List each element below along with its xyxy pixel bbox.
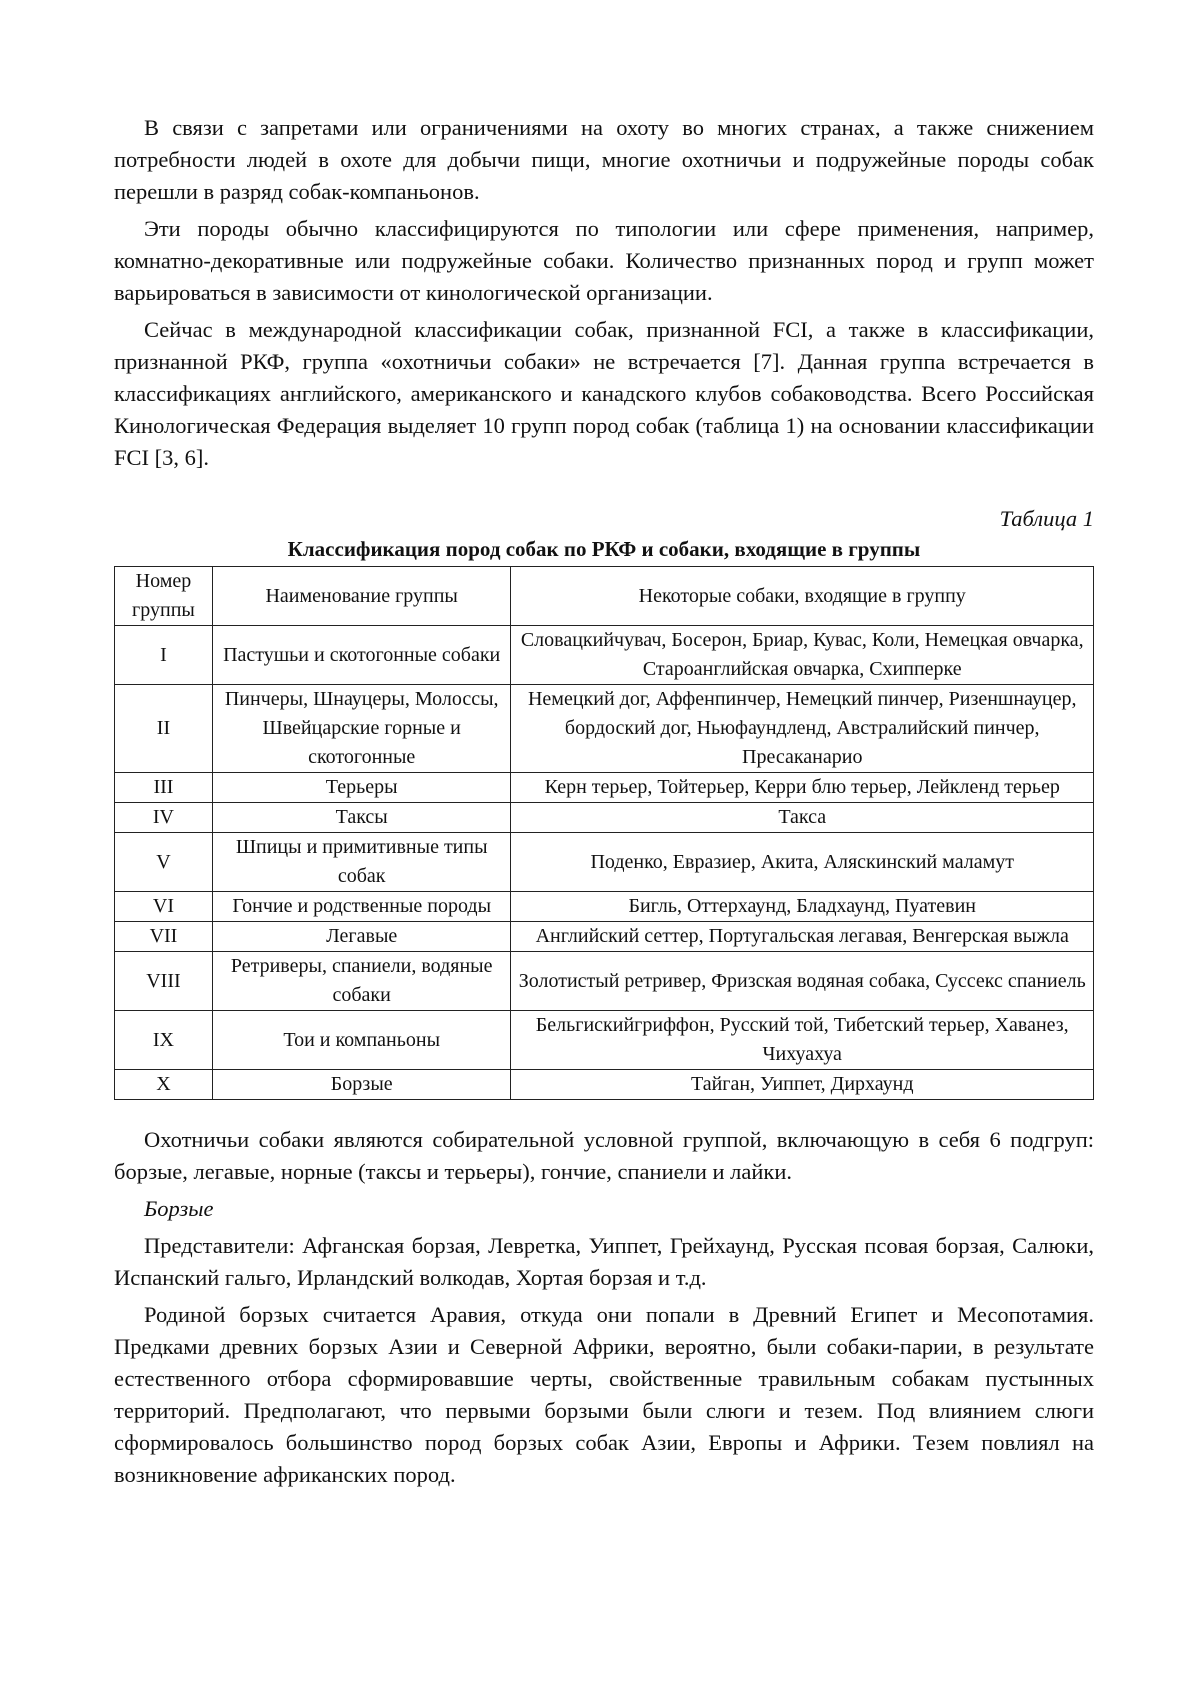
group-number-cell: III [115,773,213,803]
group-dogs-cell: Золотистый ретривер, Фризская водяная собака, Суссекс спаниель [511,952,1094,1011]
group-number-cell: X [115,1070,213,1100]
group-name-cell: Пинчеры, Шнауцеры, Молоссы, Швейцарские горные и скотогонные [212,685,511,773]
group-dogs-cell: Бельгискийгриффон, Русский той, Тибетский терьер, Хаванез, Чихуахуа [511,1011,1094,1070]
paragraph-restrictions: В связи с запретами или ограничениями на охоту во многих странах, а также снижением потребности людей в охоте для добычи пищи, многие охотничьи и подружейные породы собак перешли в разряд собак-компаньонов. [114,115,1094,204]
table-header-row [115,567,1094,626]
paragraph-fci-classification: Сейчас в международной классификации собак, признанной FCI, а также в классификации, признанной РКФ, группа «охотничьи собаки» не встречается [7]. Данная группа встречается в классификациях английского, американского и канадского клубов собаководства. Всего Российская Кинологическая Федерация выделяет 10 групп пород собак (таблица 1) на основании классификации FCI [3, 6]. [114,317,1094,470]
group-dogs-cell: Такса [511,803,1094,833]
document-page [114,112,1094,1496]
after-table-section [114,1124,1094,1491]
header-group-name: Наименование группы [212,567,511,626]
paragraph-typology: Эти породы обычно классифицируются по типологии или сфере применения, например, комнатно-декоративные или подружейные собаки. Количество признанных пород и групп может варьироваться в зависимости от кинологической организации. [114,216,1094,305]
table-row [115,1070,1094,1100]
subheading-borzoi: Борзые [144,1196,214,1221]
group-dogs-cell: Английский сеттер, Португальская легавая, Венгерская выжла [511,922,1094,952]
group-dogs-cell: Поденко, Евразиер, Акита, Аляскинский маламут [511,833,1094,892]
table-row [115,626,1094,685]
group-number-cell: VIII [115,952,213,1011]
group-dogs-cell: Бигль, Оттерхаунд, Бладхаунд, Пуатевин [511,892,1094,922]
table-row [115,952,1094,1011]
group-dogs-cell: Словацкийчувач, Босерон, Бриар, Кувас, Коли, Немецкая овчарка, Староанглийская овчарка, Схипперке [511,626,1094,685]
group-number-cell: II [115,685,213,773]
header-group-dogs: Некоторые собаки, входящие в группу [511,567,1094,626]
group-name-cell: Гончие и родственные породы [212,892,511,922]
table-row [115,773,1094,803]
group-dogs-cell: Тайган, Уиппет, Дирхаунд [511,1070,1094,1100]
group-number-cell: V [115,833,213,892]
table-title: Классификация пород собак по РКФ и собаки, входящие в группы [287,537,921,561]
table-row [115,833,1094,892]
table-row [115,803,1094,833]
group-name-cell: Таксы [212,803,511,833]
group-number-cell: IV [115,803,213,833]
group-name-cell: Ретриверы, спаниели, водяные собаки [212,952,511,1011]
group-name-cell: Терьеры [212,773,511,803]
group-number-cell: VII [115,922,213,952]
table-row [115,685,1094,773]
table-row [115,892,1094,922]
group-dogs-cell: Немецкий дог, Аффенпинчер, Немецкий пинчер, Ризеншнауцер, бордоский дог, Ньюфаундленд, Австралийский пинчер, Пресаканарио [511,685,1094,773]
paragraph-borzoi-history: Родиной борзых считается Аравия, откуда они попали в Древний Египет и Месопотамия. Предками древних борзых Азии и Северной Африки, вероятно, были собаки-парии, в результате естественного отбора сформировавшие черты, свойственные травильным собакам пустынных территорий. Предполагают, что первыми борзыми были слюги и тезем. Под влиянием слюги сформировалось большинство пород борзых собак Азии, Европы и Африки. Тезем повлиял на возникновение африканских пород. [114,1302,1094,1487]
group-number-cell: IX [115,1011,213,1070]
table-row [115,1011,1094,1070]
header-group-number: Номер группы [115,567,213,626]
table-row [115,922,1094,952]
breed-groups-table [114,566,1094,1100]
paragraph-representatives: Представители: Афганская борзая, Левретка, Уиппет, Грейхаунд, Русская псовая борзая, Салюки, Испанский гальго, Ирландский волкодав, Хортая борзая и т.д. [114,1233,1094,1290]
group-name-cell: Легавые [212,922,511,952]
group-number-cell: I [115,626,213,685]
group-name-cell: Шпицы и примитивные типы собак [212,833,511,892]
group-dogs-cell: Керн терьер, Тойтерьер, Керри блю терьер, Лейкленд терьер [511,773,1094,803]
group-number-cell: VI [115,892,213,922]
paragraph-hunting-dogs: Охотничьи собаки являются собирательной условной группой, включающую в себя 6 подгруп: борзые, легавые, норные (таксы и терьеры), гончие, спаниели и лайки. [114,1127,1094,1184]
group-name-cell: Пастушьи и скотогонные собаки [212,626,511,685]
group-name-cell: Борзые [212,1070,511,1100]
group-name-cell: Тои и компаньоны [212,1011,511,1070]
table-caption: Таблица 1 [999,506,1094,531]
